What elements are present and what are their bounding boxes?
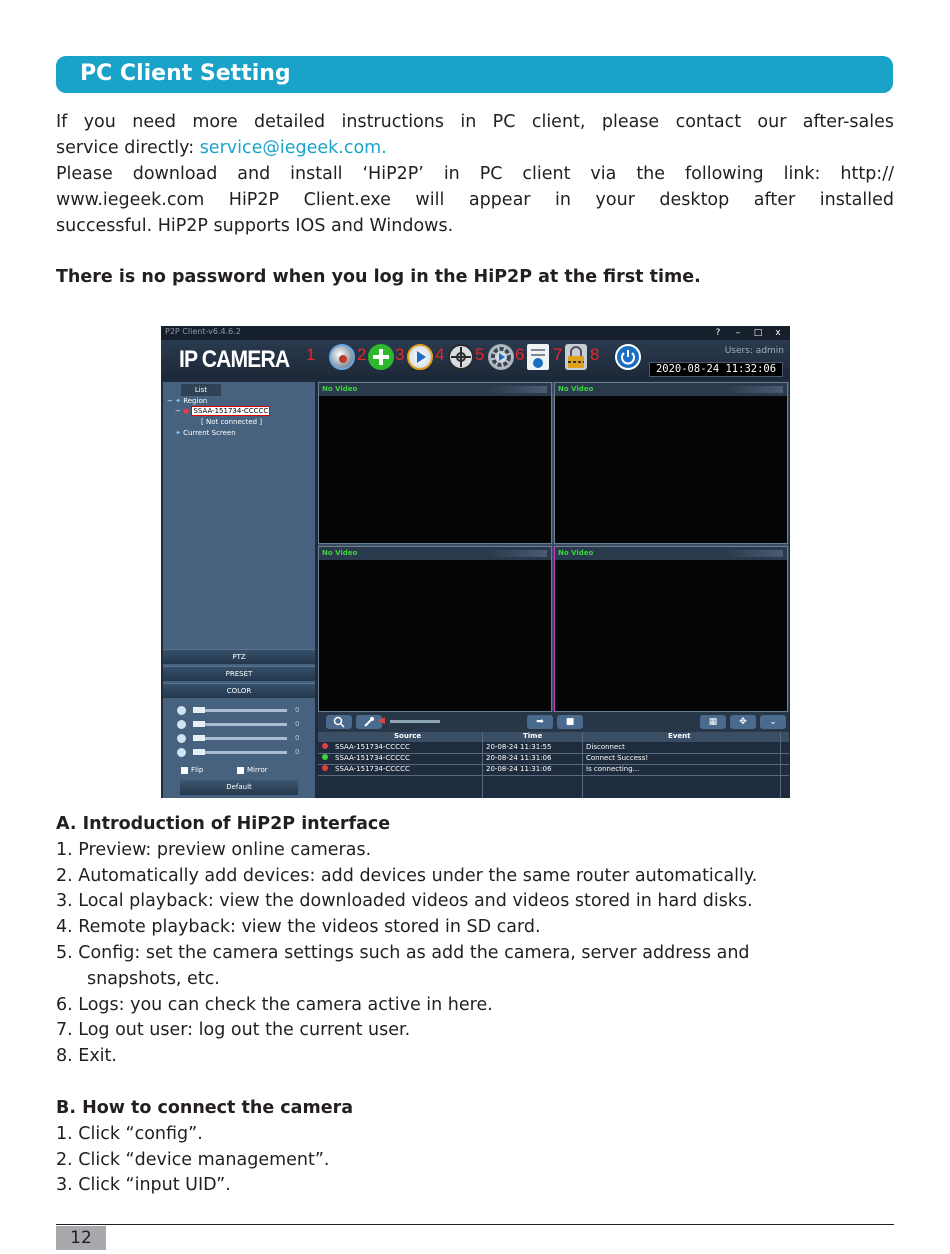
status-dot: [322, 743, 328, 749]
status-dot: [322, 754, 328, 760]
list-item: 7. Log out user: log out the current user.: [56, 1020, 411, 1041]
status-dot: [322, 765, 328, 771]
default-button[interactable]: Default: [180, 780, 298, 795]
record-button[interactable]: ➡: [527, 715, 553, 729]
marker-3: 3: [395, 345, 405, 364]
intro-line-3: Please download and install ‘HiP2P’ in PC client via the following link: http://: [56, 164, 894, 184]
datetime-display: 2020-08-24 11:32:06: [649, 362, 783, 377]
list-item: 3. Click “input UID”.: [56, 1175, 231, 1196]
app-header: [161, 340, 790, 380]
contrast-slider[interactable]: 0: [177, 734, 307, 744]
maximize-button[interactable]: □: [753, 328, 763, 338]
preview-icon[interactable]: [329, 344, 355, 370]
list-item: 4. Remote playback: view the videos stored in SD card.: [56, 917, 541, 938]
app-version: P2P Client-v6.4.6.2: [165, 327, 241, 336]
exit-icon[interactable]: [615, 344, 641, 370]
list-item: 5. Config: set the camera settings such as add the camera, server address and: [56, 942, 750, 963]
event-log: [318, 732, 789, 798]
expand-button[interactable]: ⌄: [760, 715, 786, 729]
volume-icon[interactable]: ◀: [378, 716, 385, 726]
list-item-continuation: snapshots, etc.: [87, 968, 220, 989]
video-grid: [318, 382, 789, 712]
window-titlebar: [161, 326, 790, 340]
video-cell[interactable]: No Video: [554, 382, 788, 544]
intro-line-5: successful. HiP2P supports IOS and Windows.: [56, 216, 454, 236]
contrast-icon: [177, 734, 186, 743]
brightness-icon: [177, 706, 186, 715]
marker-7: 7: [553, 345, 563, 364]
section-a-heading: A. Introduction of HiP2P interface: [56, 814, 391, 834]
tree-current-screen[interactable]: ✦ Current Screen: [175, 429, 236, 437]
tab-list[interactable]: List: [181, 384, 221, 396]
list-item: 8. Exit.: [56, 1046, 117, 1067]
device-panel: [163, 382, 315, 798]
list-item: 2. Automatically add devices: add devices under the same router automatically.: [56, 865, 758, 886]
video-cell[interactable]: No Video: [554, 546, 788, 712]
flip-checkbox[interactable]: Flip: [181, 766, 203, 774]
remote-playback-icon[interactable]: [448, 344, 474, 370]
log-row[interactable]: SSAA-151734-CCCCC 20-08-24 11:31:55 Disconnect: [318, 743, 789, 754]
list-item: 1. Preview: preview online cameras.: [56, 839, 372, 860]
support-email-link[interactable]: service@iegeek.com.: [199, 138, 387, 158]
logout-icon[interactable]: [565, 344, 587, 370]
page-number: 12: [56, 1226, 106, 1250]
list-item: 6. Logs: you can check the camera active in here.: [56, 994, 493, 1015]
log-row[interactable]: SSAA-151734-CCCCC 20-08-24 11:31:06 Is connecting...: [318, 765, 789, 776]
marker-2: 2: [357, 345, 367, 364]
video-cell[interactable]: No Video: [318, 546, 552, 712]
current-user: Users: admin: [724, 346, 784, 356]
mirror-checkbox[interactable]: Mirror: [237, 766, 268, 774]
local-playback-icon[interactable]: [407, 344, 433, 370]
search-button[interactable]: [326, 715, 352, 729]
control-bar: [318, 712, 789, 732]
marker-6: 6: [515, 345, 525, 364]
intro-line-1: If you need more detailed instructions in PC client, please contact our after-sales: [56, 112, 894, 132]
section-a: [56, 812, 757, 1070]
marker-1: 1: [306, 345, 316, 364]
layout-button[interactable]: ▦: [700, 715, 726, 729]
marker-4: 4: [435, 345, 445, 364]
section-banner: [56, 56, 893, 93]
page-title: PC Client Setting: [80, 61, 291, 86]
minimize-button[interactable]: –: [735, 328, 741, 338]
hue-icon: [177, 748, 186, 757]
config-icon[interactable]: [488, 344, 514, 370]
ptz-button[interactable]: PTZ: [163, 649, 315, 664]
brand-logo: IP CAMERA: [179, 346, 290, 373]
intro-line-2: service directly: service@iegeek.com.: [56, 138, 387, 158]
saturation-icon: [177, 720, 186, 729]
logs-icon[interactable]: [527, 344, 549, 370]
add-device-icon[interactable]: [368, 344, 394, 370]
marker-8: 8: [590, 345, 600, 364]
color-button[interactable]: COLOR: [163, 683, 315, 698]
close-button[interactable]: x: [775, 328, 781, 338]
preset-button[interactable]: PRESET: [163, 666, 315, 681]
list-item: 3. Local playback: view the downloaded videos and videos stored in hard disks.: [56, 891, 753, 912]
log-header: Source Time Event: [318, 732, 789, 742]
password-note: There is no password when you log in the HiP2P at the first time.: [56, 267, 701, 287]
log-row[interactable]: SSAA-151734-CCCCC 20-08-24 11:31:06 Connect Success!: [318, 754, 789, 765]
tab-bar: [163, 384, 315, 396]
help-button[interactable]: ?: [715, 328, 721, 338]
hip2p-client-screenshot: [161, 326, 790, 798]
hue-slider[interactable]: 0: [177, 748, 307, 758]
intro-line-4: www.iegeek.com HiP2P Client.exe will appear in your desktop after installed: [56, 190, 894, 210]
tree-region[interactable]: − ✦ Region: [167, 397, 208, 405]
list-item: 2. Click “device management”.: [56, 1149, 330, 1170]
section-b-heading: B. How to connect the camera: [56, 1098, 354, 1118]
video-cell[interactable]: No Video: [318, 382, 552, 544]
marker-5: 5: [475, 345, 485, 364]
volume-slider[interactable]: [390, 720, 440, 723]
tree-device[interactable]: − ● SSAA-151734-CCCCC: [175, 407, 269, 415]
snapshot-button[interactable]: ■: [557, 715, 583, 729]
tree-device-status: [ Not connected ]: [201, 418, 263, 426]
intro-paragraph: [56, 109, 894, 239]
list-item: 1. Click “config”.: [56, 1123, 203, 1144]
fullscreen-button[interactable]: ✥: [730, 715, 756, 729]
saturation-slider[interactable]: 0: [177, 720, 307, 730]
brightness-slider[interactable]: 0: [177, 706, 307, 716]
section-b: [56, 1096, 353, 1199]
footer-rule: [56, 1224, 894, 1225]
